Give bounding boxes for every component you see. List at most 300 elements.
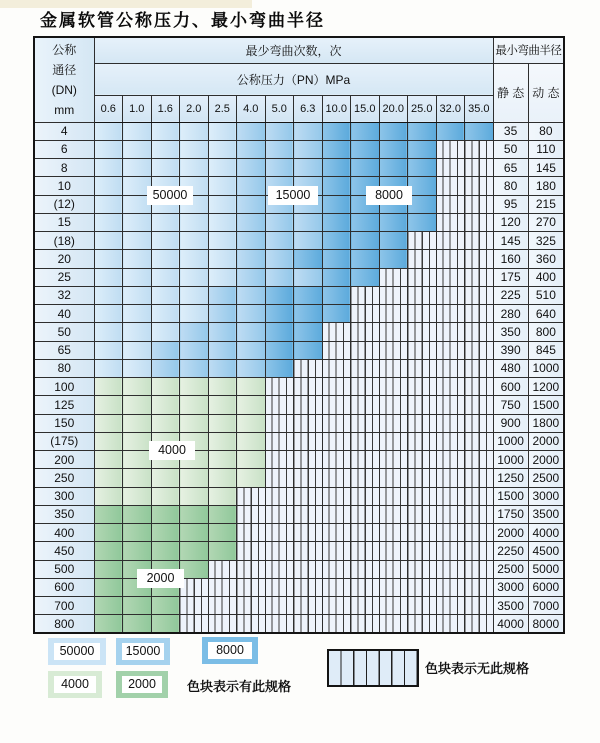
spec-cell-8000	[322, 140, 351, 158]
no-spec-cell	[322, 414, 351, 432]
no-spec-cell	[436, 159, 465, 177]
no-spec-cell	[294, 414, 323, 432]
no-spec-cell	[436, 414, 465, 432]
spec-cell-2000	[180, 505, 209, 523]
spec-cell-4000	[151, 469, 180, 487]
no-spec-cell	[265, 560, 294, 578]
spec-cell-2000	[151, 524, 180, 542]
no-spec-cell	[379, 286, 408, 304]
no-spec-cell	[265, 597, 294, 615]
static-radius-cell: 350	[493, 323, 528, 341]
no-spec-cell	[408, 505, 437, 523]
no-spec-cell	[294, 505, 323, 523]
no-spec-cell	[180, 615, 209, 633]
dynamic-radius-cell: 110	[528, 140, 564, 158]
no-spec-cell	[436, 232, 465, 250]
spec-cell-15000	[237, 359, 266, 377]
static-radius-cell: 3500	[493, 597, 528, 615]
dn-cell: 40	[34, 305, 94, 323]
no-spec-cell	[265, 615, 294, 633]
static-radius-cell: 1000	[493, 432, 528, 450]
spec-cell-15000	[237, 213, 266, 231]
no-spec-cell	[351, 323, 380, 341]
spec-cell-4000	[123, 432, 152, 450]
spec-cell-4000	[180, 414, 209, 432]
spec-cell-8000	[322, 268, 351, 286]
spec-cell-8000	[322, 286, 351, 304]
no-spec-cell	[436, 597, 465, 615]
no-spec-cell	[294, 578, 323, 596]
spec-cell-50000	[123, 250, 152, 268]
dn-cell: 300	[34, 487, 94, 505]
no-spec-cell	[436, 578, 465, 596]
static-radius-cell: 390	[493, 341, 528, 359]
no-spec-cell	[322, 341, 351, 359]
no-spec-cell	[322, 505, 351, 523]
table-row	[34, 268, 564, 286]
spec-cell-50000	[94, 268, 123, 286]
spec-cell-8000	[322, 213, 351, 231]
spec-cell-4000	[151, 487, 180, 505]
pressure-col-header: 0.6	[94, 95, 123, 122]
table-row	[34, 140, 564, 158]
no-spec-cell	[408, 378, 437, 396]
pressure-bend-table	[33, 36, 565, 634]
spec-cell-50000	[180, 268, 209, 286]
table-row	[34, 505, 564, 523]
spec-cell-2000	[180, 524, 209, 542]
spec-cell-50000	[123, 159, 152, 177]
no-spec-cell	[265, 451, 294, 469]
table-row	[34, 159, 564, 177]
no-spec-cell	[436, 305, 465, 323]
no-spec-cell	[379, 396, 408, 414]
dynamic-radius-cell: 145	[528, 159, 564, 177]
spec-cell-15000	[151, 341, 180, 359]
spec-cell-15000	[265, 159, 294, 177]
spec-cell-50000	[94, 195, 123, 213]
spec-cell-8000	[379, 250, 408, 268]
dn-cell: 125	[34, 396, 94, 414]
spec-cell-15000	[237, 140, 266, 158]
no-spec-cell	[294, 615, 323, 633]
spec-cell-4000	[94, 451, 123, 469]
no-spec-cell	[294, 487, 323, 505]
no-spec-cell	[265, 414, 294, 432]
spec-cell-50000	[208, 159, 237, 177]
zone-label-2000: 2000	[137, 569, 184, 588]
spec-cell-8000	[408, 159, 437, 177]
no-spec-cell	[208, 578, 237, 596]
no-spec-cell	[294, 396, 323, 414]
spec-cell-8000	[294, 286, 323, 304]
spec-cell-8000	[322, 122, 351, 140]
no-spec-cell	[436, 177, 465, 195]
dn-header-line: (DN)	[51, 82, 77, 97]
table-row	[34, 451, 564, 469]
no-spec-cell	[351, 378, 380, 396]
spec-cell-15000	[265, 250, 294, 268]
dynamic-radius-cell: 4000	[528, 524, 564, 542]
no-spec-cell	[379, 524, 408, 542]
spec-cell-50000	[94, 140, 123, 158]
spec-cell-2000	[94, 560, 123, 578]
no-spec-cell	[265, 524, 294, 542]
dynamic-radius-cell: 640	[528, 305, 564, 323]
spec-cell-4000	[94, 432, 123, 450]
spec-cell-50000	[123, 232, 152, 250]
spec-cell-4000	[151, 414, 180, 432]
static-radius-cell: 480	[493, 359, 528, 377]
table-row	[34, 432, 564, 450]
static-radius-cell: 1000	[493, 451, 528, 469]
spec-cell-50000	[123, 359, 152, 377]
no-spec-cell	[465, 213, 494, 231]
no-spec-cell	[237, 615, 266, 633]
table-row	[34, 615, 564, 633]
spec-cell-4000	[94, 396, 123, 414]
table-row	[34, 378, 564, 396]
no-spec-cell	[408, 542, 437, 560]
spec-cell-50000	[180, 213, 209, 231]
no-spec-cell	[408, 250, 437, 268]
dn-cell: 100	[34, 378, 94, 396]
no-spec-cell	[294, 359, 323, 377]
pressure-col-header: 32.0	[436, 95, 465, 122]
spec-cell-50000	[151, 213, 180, 231]
spec-cell-4000	[208, 396, 237, 414]
dn-cell: 65	[34, 341, 94, 359]
spec-cell-15000	[208, 286, 237, 304]
spec-cell-8000	[379, 122, 408, 140]
spec-cell-2000	[180, 542, 209, 560]
dn-cell: (12)	[34, 195, 94, 213]
static-radius-cell: 2250	[493, 542, 528, 560]
no-spec-cell	[265, 378, 294, 396]
spec-cell-4000	[123, 414, 152, 432]
dn-cell: 50	[34, 323, 94, 341]
static-radius-cell: 175	[493, 268, 528, 286]
spec-cell-4000	[123, 396, 152, 414]
no-spec-cell	[408, 286, 437, 304]
no-spec-cell	[465, 396, 494, 414]
no-spec-cell	[351, 469, 380, 487]
table-row	[34, 232, 564, 250]
no-spec-cell	[322, 432, 351, 450]
no-spec-cell	[436, 286, 465, 304]
static-radius-cell: 1500	[493, 487, 528, 505]
table-row	[34, 597, 564, 615]
no-spec-cell	[465, 542, 494, 560]
static-radius-cell: 35	[493, 122, 528, 140]
table-row	[34, 305, 564, 323]
no-spec-cell	[265, 487, 294, 505]
spec-cell-50000	[151, 159, 180, 177]
dynamic-radius-cell: 1200	[528, 378, 564, 396]
table-row	[34, 542, 564, 560]
spec-cell-50000	[208, 250, 237, 268]
pressure-header: 公称压力（PN）MPa	[94, 63, 493, 95]
pressure-col-header: 25.0	[408, 95, 437, 122]
spec-cell-2000	[123, 597, 152, 615]
spec-cell-4000	[180, 487, 209, 505]
no-spec-cell	[322, 359, 351, 377]
spec-cell-50000	[94, 250, 123, 268]
static-radius-cell: 280	[493, 305, 528, 323]
spec-cell-2000	[208, 542, 237, 560]
dn-cell: 450	[34, 542, 94, 560]
no-spec-cell	[322, 487, 351, 505]
spec-cell-50000	[180, 232, 209, 250]
no-spec-cell	[351, 359, 380, 377]
no-spec-cell	[465, 286, 494, 304]
spec-cell-50000	[151, 122, 180, 140]
no-spec-cell	[436, 542, 465, 560]
spec-cell-2000	[151, 505, 180, 523]
no-spec-cell	[351, 414, 380, 432]
spec-cell-50000	[94, 286, 123, 304]
no-spec-cell	[436, 505, 465, 523]
spec-cell-8000	[265, 323, 294, 341]
no-spec-cell	[465, 505, 494, 523]
dynamic-radius-cell: 8000	[528, 615, 564, 633]
spec-cell-15000	[237, 122, 266, 140]
no-spec-cell	[265, 542, 294, 560]
dn-cell: 20	[34, 250, 94, 268]
no-spec-cell	[265, 432, 294, 450]
pressure-col-header: 1.0	[123, 95, 152, 122]
spec-cell-50000	[123, 122, 152, 140]
spec-cell-4000	[123, 487, 152, 505]
no-spec-cell	[322, 469, 351, 487]
spec-cell-4000	[94, 487, 123, 505]
spec-cell-50000	[208, 177, 237, 195]
no-spec-cell	[294, 432, 323, 450]
no-spec-cell	[322, 323, 351, 341]
pressure-col-header: 10.0	[322, 95, 351, 122]
spec-cell-8000	[294, 323, 323, 341]
table-row	[34, 213, 564, 231]
spec-cell-50000	[151, 286, 180, 304]
spec-cell-8000	[379, 232, 408, 250]
spec-cell-4000	[94, 378, 123, 396]
no-spec-cell	[465, 578, 494, 596]
legend-chip-value: 4000	[54, 676, 96, 693]
spec-cell-15000	[208, 341, 237, 359]
no-spec-cell	[436, 469, 465, 487]
legend-chip-value: 2000	[122, 676, 162, 693]
spec-cell-15000	[180, 323, 209, 341]
no-spec-cell	[294, 542, 323, 560]
spec-cell-50000	[208, 232, 237, 250]
no-spec-cell	[351, 451, 380, 469]
zone-label-4000: 4000	[149, 441, 195, 460]
spec-cell-4000	[237, 432, 266, 450]
spec-cell-50000	[151, 323, 180, 341]
spec-cell-50000	[151, 250, 180, 268]
no-spec-cell	[465, 159, 494, 177]
static-radius-cell: 1750	[493, 505, 528, 523]
spec-cell-4000	[208, 378, 237, 396]
no-spec-cell	[436, 560, 465, 578]
no-spec-cell	[351, 286, 380, 304]
spec-cell-8000	[351, 140, 380, 158]
no-spec-cell	[436, 195, 465, 213]
pressure-col-header: 2.5	[208, 95, 237, 122]
spec-cell-8000	[351, 213, 380, 231]
spec-cell-2000	[94, 505, 123, 523]
no-spec-cell	[465, 615, 494, 633]
pressure-col-header: 5.0	[265, 95, 294, 122]
spec-cell-15000	[265, 122, 294, 140]
spec-cell-50000	[94, 232, 123, 250]
spec-cell-8000	[408, 213, 437, 231]
no-spec-cell	[322, 560, 351, 578]
static-radius-cell: 600	[493, 378, 528, 396]
spec-cell-15000	[237, 323, 266, 341]
spec-cell-15000	[294, 268, 323, 286]
dn-cell: 250	[34, 469, 94, 487]
dn-cell: 350	[34, 505, 94, 523]
no-spec-cell	[465, 195, 494, 213]
dynamic-radius-cell: 80	[528, 122, 564, 140]
legend-chip-value: 15000	[122, 643, 164, 660]
no-spec-cell	[351, 597, 380, 615]
no-spec-cell	[436, 250, 465, 268]
spec-cell-2000	[94, 615, 123, 633]
spec-cell-15000	[265, 140, 294, 158]
spec-cell-8000	[351, 250, 380, 268]
no-spec-cell	[265, 578, 294, 596]
legend-no-spec-swatch	[327, 649, 419, 687]
spec-cell-50000	[94, 122, 123, 140]
spec-cell-8000	[294, 305, 323, 323]
spec-cell-4000	[208, 469, 237, 487]
table-row	[34, 524, 564, 542]
no-spec-cell	[237, 524, 266, 542]
spec-cell-2000	[208, 505, 237, 523]
no-spec-cell	[379, 542, 408, 560]
dn-cell: 25	[34, 268, 94, 286]
spec-cell-4000	[180, 378, 209, 396]
table-row	[34, 122, 564, 140]
no-spec-cell	[379, 505, 408, 523]
no-spec-cell	[408, 487, 437, 505]
no-spec-cell	[465, 341, 494, 359]
no-spec-cell	[408, 268, 437, 286]
no-spec-cell	[294, 524, 323, 542]
pressure-col-header: 20.0	[379, 95, 408, 122]
spec-cell-15000	[294, 232, 323, 250]
static-radius-cell: 3000	[493, 578, 528, 596]
spec-cell-8000	[265, 305, 294, 323]
static-radius-cell: 160	[493, 250, 528, 268]
no-spec-cell	[322, 615, 351, 633]
spec-cell-50000	[94, 213, 123, 231]
no-spec-cell	[436, 268, 465, 286]
dn-cell: 4	[34, 122, 94, 140]
static-radius-cell: 2500	[493, 560, 528, 578]
spec-cell-50000	[123, 305, 152, 323]
spec-cell-50000	[180, 159, 209, 177]
spec-cell-8000	[408, 122, 437, 140]
spec-cell-2000	[123, 615, 152, 633]
spec-cell-15000	[237, 159, 266, 177]
no-spec-cell	[379, 414, 408, 432]
no-spec-cell	[180, 597, 209, 615]
no-spec-cell	[408, 232, 437, 250]
spec-cell-50000	[94, 177, 123, 195]
dn-header-line: 公称	[52, 42, 77, 57]
no-spec-cell	[465, 232, 494, 250]
no-spec-cell	[465, 250, 494, 268]
spec-cell-8000	[294, 250, 323, 268]
spec-cell-50000	[123, 286, 152, 304]
dynamic-radius-cell: 360	[528, 250, 564, 268]
no-spec-cell	[408, 359, 437, 377]
table-row	[34, 469, 564, 487]
dynamic-radius-cell: 5000	[528, 560, 564, 578]
no-spec-cell	[237, 597, 266, 615]
spec-cell-50000	[208, 268, 237, 286]
spec-cell-8000	[351, 122, 380, 140]
no-spec-cell	[322, 451, 351, 469]
pressure-col-header: 6.3	[294, 95, 323, 122]
spec-cell-4000	[151, 378, 180, 396]
dynamic-header: 动 态	[528, 63, 564, 122]
spec-cell-2000	[94, 597, 123, 615]
spec-cell-50000	[180, 305, 209, 323]
no-spec-cell	[322, 578, 351, 596]
spec-cell-8000	[265, 286, 294, 304]
no-spec-cell	[351, 615, 380, 633]
spec-cell-50000	[123, 323, 152, 341]
spec-cell-50000	[151, 232, 180, 250]
spec-cell-15000	[237, 232, 266, 250]
no-spec-cell	[237, 487, 266, 505]
spec-cell-4000	[123, 378, 152, 396]
radius-header: 最小弯曲半径	[493, 37, 564, 63]
no-spec-cell	[379, 323, 408, 341]
spec-cell-15000	[237, 177, 266, 195]
spec-cell-4000	[123, 451, 152, 469]
spec-cell-4000	[237, 451, 266, 469]
no-spec-cell	[379, 268, 408, 286]
no-spec-cell	[408, 341, 437, 359]
dynamic-radius-cell: 3000	[528, 487, 564, 505]
no-spec-cell	[379, 451, 408, 469]
spec-cell-15000	[237, 341, 266, 359]
static-radius-cell: 900	[493, 414, 528, 432]
no-spec-cell	[408, 396, 437, 414]
no-spec-cell	[436, 432, 465, 450]
static-radius-cell: 750	[493, 396, 528, 414]
dn-cell: 10	[34, 177, 94, 195]
no-spec-cell	[322, 396, 351, 414]
dynamic-radius-cell: 325	[528, 232, 564, 250]
spec-cell-15000	[265, 268, 294, 286]
no-spec-cell	[465, 268, 494, 286]
dn-cell: 6	[34, 140, 94, 158]
no-spec-cell	[465, 487, 494, 505]
no-spec-cell	[465, 432, 494, 450]
no-spec-cell	[351, 432, 380, 450]
static-radius-cell: 225	[493, 286, 528, 304]
dn-cell: 800	[34, 615, 94, 633]
no-spec-cell	[408, 560, 437, 578]
no-spec-cell	[408, 615, 437, 633]
table-row	[34, 341, 564, 359]
